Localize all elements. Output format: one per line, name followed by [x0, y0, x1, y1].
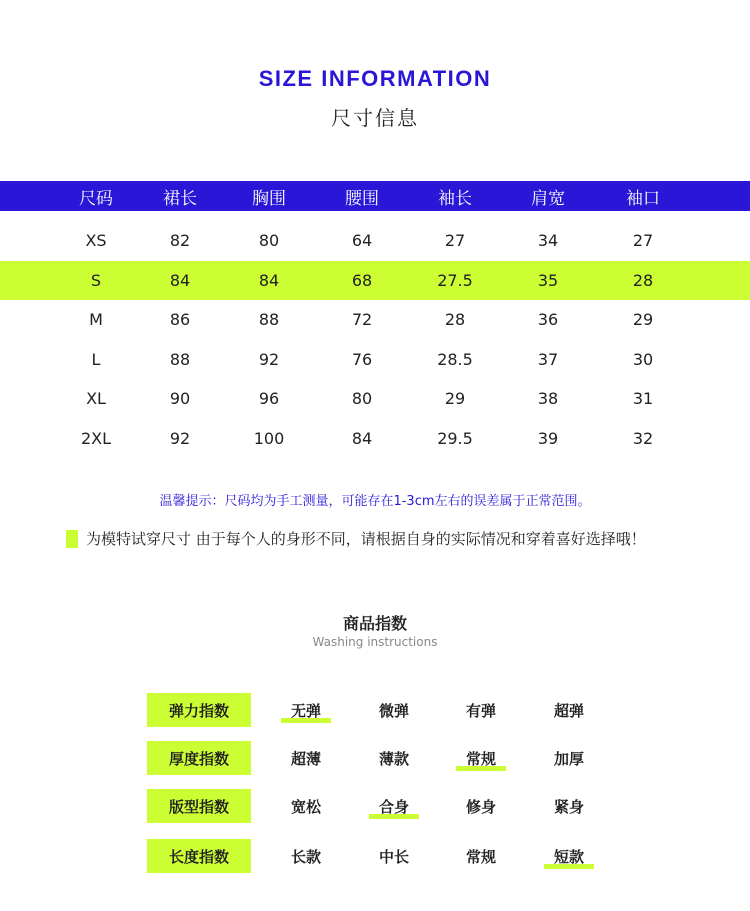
table-cell: 34 [537, 231, 559, 251]
table-cell: XL [86, 389, 106, 409]
model-note [66, 528, 646, 549]
index-option-text: 中长 [378, 847, 409, 866]
index-option-text: 薄款 [378, 749, 409, 768]
index-option [529, 789, 609, 823]
table-cell: 27.5 [437, 270, 473, 290]
title-cn: 尺寸信息 [331, 106, 419, 130]
table-cell: 76 [351, 349, 373, 369]
table-cell: 36 [537, 310, 559, 330]
index-option-text: 长款 [290, 847, 321, 866]
index-row-thickness [0, 741, 750, 775]
index-option-text: 超薄 [290, 749, 321, 768]
table-cell: 31 [632, 389, 654, 409]
table-cell: 28 [632, 270, 654, 290]
index-option-text: 常规 [465, 847, 496, 866]
column-header: 腰围 [345, 188, 379, 209]
index-option-text: 合身 [378, 797, 409, 816]
table-cell: 37 [537, 349, 559, 369]
table-row [0, 419, 750, 459]
table-cell: 38 [537, 389, 559, 409]
index-title: 商品指数 [342, 614, 407, 633]
table-cell: 28 [444, 310, 466, 330]
table-row [0, 300, 750, 340]
column-header: 袖口 [626, 188, 660, 209]
index-option-text: 宽松 [290, 797, 321, 816]
table-cell: 80 [258, 231, 280, 251]
model-note-text: 为模特试穿尺寸 由于每个人的身形不同，请根据自身的实际情况和穿着喜好选择哦！ [86, 530, 646, 548]
table-cell: 32 [632, 428, 654, 448]
table-cell: 88 [169, 349, 191, 369]
index-option [441, 693, 521, 727]
table-cell: XS [85, 231, 107, 251]
size-table-header [0, 181, 750, 211]
table-cell: 29 [632, 310, 654, 330]
table-row [0, 340, 750, 380]
column-header: 尺码 [79, 188, 113, 209]
table-cell: 84 [258, 270, 280, 290]
index-option-text: 修身 [465, 797, 496, 816]
index-option [266, 741, 346, 775]
index-option-text: 常规 [465, 749, 496, 768]
table-cell: 30 [632, 349, 654, 369]
index-option [529, 693, 609, 727]
index-option [266, 693, 346, 727]
title-en: SIZE INFORMATION [258, 66, 492, 91]
index-label: 版型指数 [147, 789, 251, 823]
index-option [266, 839, 346, 873]
index-option [354, 839, 434, 873]
index-option [529, 741, 609, 775]
index-option-text: 加厚 [553, 749, 584, 768]
table-cell: 72 [351, 310, 373, 330]
index-option-text: 微弹 [378, 701, 409, 720]
index-option-text: 无弹 [290, 701, 321, 720]
index-option [266, 789, 346, 823]
index-label: 弹力指数 [147, 693, 251, 727]
measurement-tip: 温馨提示：尺码均为手工测量，可能存在1-3cm左右的误差属于正常范围。 [159, 494, 591, 509]
table-row-highlighted [0, 261, 750, 301]
table-cell: 86 [169, 310, 191, 330]
column-header: 胸围 [252, 188, 286, 209]
index-option [441, 789, 521, 823]
column-header: 袖长 [438, 188, 472, 209]
table-cell: 82 [169, 231, 191, 251]
table-cell: 68 [351, 270, 373, 290]
column-header: 裙长 [163, 188, 197, 209]
table-cell: 90 [169, 389, 191, 409]
table-row [0, 379, 750, 419]
table-cell: 64 [351, 231, 373, 251]
index-option [354, 789, 434, 823]
table-cell: 28.5 [437, 349, 473, 369]
table-cell: 27 [444, 231, 466, 251]
table-cell: 29.5 [437, 428, 473, 448]
table-cell: L [91, 349, 101, 369]
table-cell: 35 [537, 270, 559, 290]
index-option [441, 839, 521, 873]
table-cell: 2XL [80, 428, 112, 448]
table-cell: 84 [169, 270, 191, 290]
table-cell: 29 [444, 389, 466, 409]
table-cell: 84 [351, 428, 373, 448]
index-option-text: 短款 [553, 847, 584, 866]
index-label: 长度指数 [147, 839, 251, 873]
index-row-elasticity [0, 693, 750, 727]
index-row-length [0, 839, 750, 873]
table-cell: S [90, 270, 102, 290]
index-subtitle: Washing instructions [312, 635, 438, 649]
index-option [354, 741, 434, 775]
index-row-fit [0, 789, 750, 823]
table-cell: 39 [537, 428, 559, 448]
index-option [354, 693, 434, 727]
index-option-text: 紧身 [553, 797, 584, 816]
table-cell: 27 [632, 231, 654, 251]
index-option-text: 有弹 [465, 701, 496, 720]
table-cell: 92 [258, 349, 280, 369]
lime-square-icon [66, 530, 78, 548]
table-row [0, 221, 750, 261]
index-option [441, 741, 521, 775]
table-cell: 100 [253, 428, 285, 448]
column-header: 肩宽 [531, 188, 565, 209]
index-option-text: 超弹 [553, 701, 584, 720]
index-option [529, 839, 609, 873]
table-cell: 80 [351, 389, 373, 409]
table-cell: 96 [258, 389, 280, 409]
size-table [0, 181, 750, 458]
table-cell: M [89, 310, 103, 330]
index-label: 厚度指数 [147, 741, 251, 775]
table-cell: 88 [258, 310, 280, 330]
table-cell: 92 [169, 428, 191, 448]
